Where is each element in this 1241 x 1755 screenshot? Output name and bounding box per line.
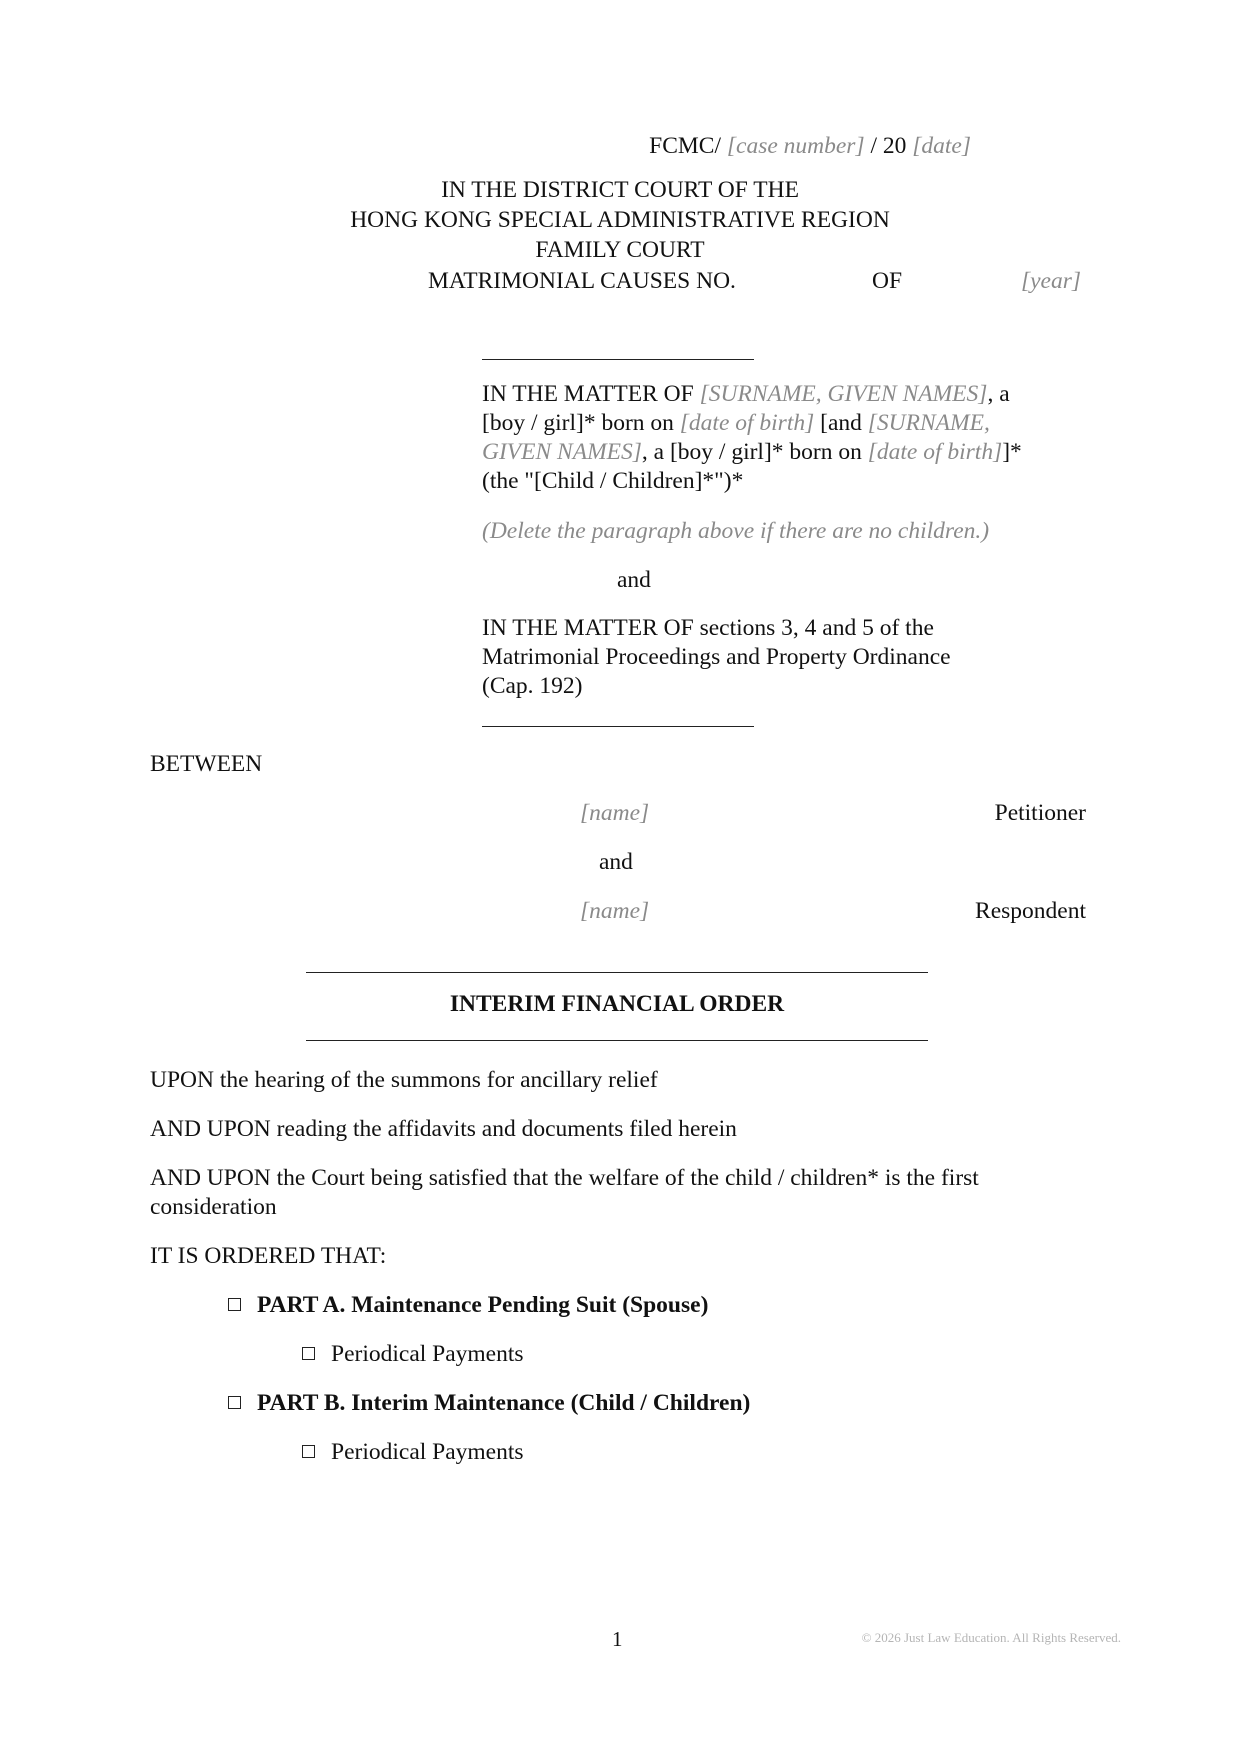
matter-text: , a [987, 381, 1010, 407]
recital-welfare-line-2: consideration [150, 1194, 277, 1220]
matrimonial-causes-label: MATRIMONIAL CAUSES NO. [428, 268, 736, 294]
matter-text: , a [boy / girl]* born on [641, 439, 868, 465]
matter-text: [and [814, 410, 868, 436]
respondent-name-placeholder: [name] [580, 898, 650, 924]
court-line-3: FAMILY COURT [535, 237, 705, 263]
petitioner-name-placeholder: [name] [580, 800, 650, 826]
matter-children-line-2 [482, 409, 1082, 438]
part-b-title: PART B. Interim Maintenance (Child / Children) [257, 1390, 751, 1416]
part-a-title: PART A. Maintenance Pending Suit (Spouse) [257, 1292, 709, 1318]
title-rule-bottom [306, 1040, 928, 1041]
matter-sections-line-3: (Cap. 192) [482, 673, 583, 699]
divider-rule [482, 359, 754, 360]
part-a-periodical [302, 1340, 524, 1369]
part-b-periodical [302, 1438, 524, 1467]
matter-text: ]* [1002, 439, 1022, 465]
matter-children-line-1 [482, 380, 1082, 409]
of-label: OF [872, 268, 903, 294]
part-a-periodical-label: Periodical Payments [331, 1341, 524, 1367]
recital-welfare [150, 1164, 1100, 1222]
matter-sections-line-1: IN THE MATTER OF sections 3, 4 and 5 of the [482, 615, 934, 641]
matter-children [482, 380, 1082, 496]
respondent-label: Respondent [975, 898, 1086, 924]
page-number: 1 [612, 1627, 623, 1651]
title-rule-top [306, 972, 928, 973]
part-b-periodical-checkbox[interactable] [302, 1445, 315, 1458]
it-is-ordered: IT IS ORDERED THAT: [150, 1243, 387, 1269]
matter-text: [boy / girl]* born on [482, 410, 680, 436]
part-a [228, 1291, 708, 1320]
court-line-1: IN THE DISTRICT COURT OF THE [441, 177, 799, 203]
case-number-placeholder: [case number] [726, 133, 865, 159]
recital-welfare-line-1: AND UPON the Court being satisfied that the welfare of the child / children* is the first [150, 1165, 979, 1191]
part-a-checkbox[interactable] [228, 1298, 241, 1311]
matter-children-line-3 [482, 438, 1082, 467]
dob-placeholder: [date of birth] [679, 410, 815, 436]
recital-affidavits: AND UPON reading the affidavits and documents filed herein [150, 1116, 737, 1142]
case-prefix: FCMC/ [649, 133, 721, 159]
part-b-periodical-label: Periodical Payments [331, 1439, 524, 1465]
court-line-2: HONG KONG SPECIAL ADMINISTRATIVE REGION [350, 207, 890, 233]
part-a-periodical-checkbox[interactable] [302, 1347, 315, 1360]
recital-hearing: UPON the hearing of the summons for ancillary relief [150, 1067, 658, 1093]
dob-placeholder: [date of birth] [867, 439, 1003, 465]
part-b-checkbox[interactable] [228, 1396, 241, 1409]
matter-sections-line-2: Matrimonial Proceedings and Property Ordinance [482, 644, 951, 670]
petitioner-label: Petitioner [994, 800, 1086, 826]
and-connector: and [617, 567, 651, 593]
copyright-notice: © 2026 Just Law Education. All Rights Reserved. [861, 1630, 1121, 1645]
case-date-placeholder: [date] [912, 133, 971, 159]
case-year-sep: / 20 [870, 133, 907, 159]
year-placeholder: [year] [1020, 268, 1081, 294]
child-surname-placeholder: [SURNAME, [867, 410, 990, 436]
child-name-placeholder: [SURNAME, GIVEN NAMES] [699, 381, 988, 407]
part-b [228, 1389, 750, 1418]
matter-sections [482, 614, 1082, 701]
between-label: BETWEEN [150, 751, 263, 777]
order-title: INTERIM FINANCIAL ORDER [449, 991, 785, 1017]
matter-children-line-4: (the "[Child / Children]*")* [482, 468, 744, 494]
case-reference [649, 132, 971, 161]
divider-rule [482, 726, 754, 727]
parties-and: and [599, 849, 633, 875]
delete-note: (Delete the paragraph above if there are no children.) [482, 518, 990, 544]
matter-text: IN THE MATTER OF [482, 381, 700, 407]
child-given-names-placeholder: GIVEN NAMES] [482, 439, 642, 465]
